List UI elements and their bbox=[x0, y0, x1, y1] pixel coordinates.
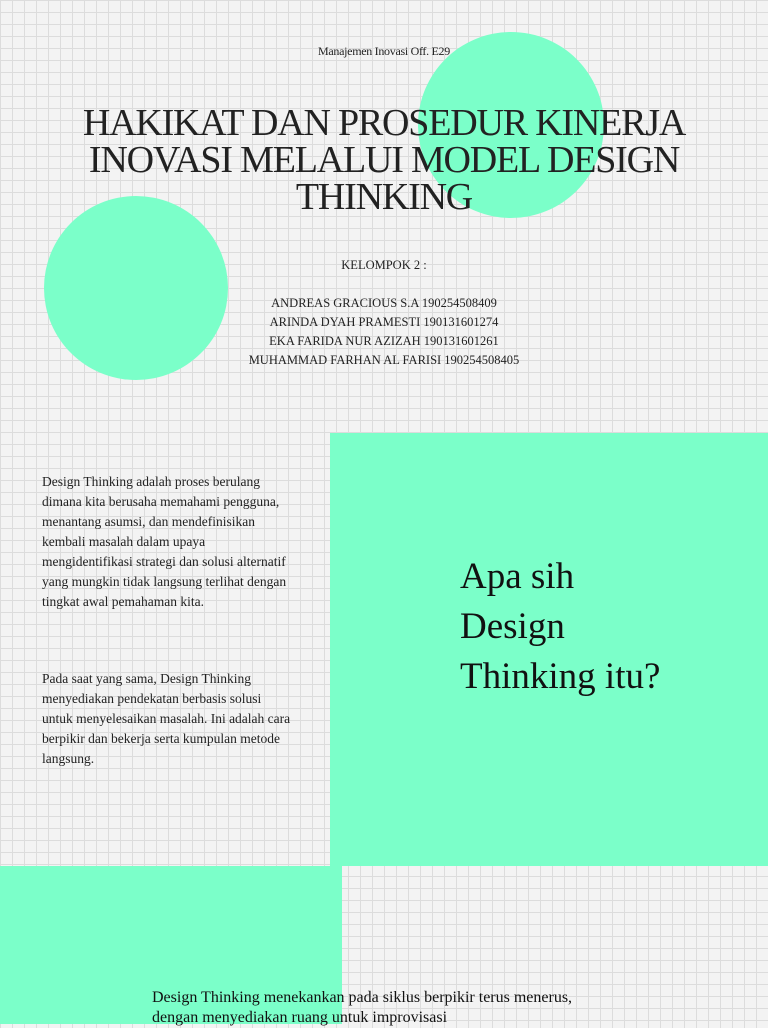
question-heading: Apa sih Design Thinking itu? bbox=[460, 556, 661, 697]
member-name: EKA FARIDA NUR AZIZAH 190131601261 bbox=[269, 334, 499, 348]
course-label: Manajemen Inovasi Off. E29 bbox=[318, 44, 450, 58]
approach-paragraph: Pada saat yang sama, Design Thinking menyediakan pendekatan berbasis solusi untuk menyelesaikan masalah. Ini adalah cara berpikir dan bekerja serta kumpulan metode langsung. bbox=[42, 671, 291, 766]
group-members-block bbox=[0, 256, 768, 370]
member-name: ANDREAS GRACIOUS S.A 190254508409 bbox=[271, 296, 497, 310]
page-title: HAKIKAT DAN PROSEDUR KINERJA INOVASI MELALUI MODEL DESIGN THINKING bbox=[82, 102, 686, 218]
group-heading: KELOMPOK 2 : bbox=[341, 258, 427, 272]
definition-paragraph: Design Thinking adalah proses berulang dimana kita berusaha memahami pengguna, menantang asumsi, dan mendefinisikan kembali masalah dalam upaya mengidentifikasi strategi dan solusi alternatif yang mungkin tidak langsung terlihat dengan tingkat awal pemahaman kita. bbox=[42, 474, 287, 609]
member-name: ARINDA DYAH PRAMESTI 190131601274 bbox=[269, 315, 499, 329]
cycle-paragraph: Design Thinking menekankan pada siklus berpikir terus menerus, dengan menyediakan ruang untuk improvisasi bbox=[152, 989, 573, 1026]
member-name: MUHAMMAD FARHAN AL FARISI 190254508405 bbox=[248, 353, 520, 367]
